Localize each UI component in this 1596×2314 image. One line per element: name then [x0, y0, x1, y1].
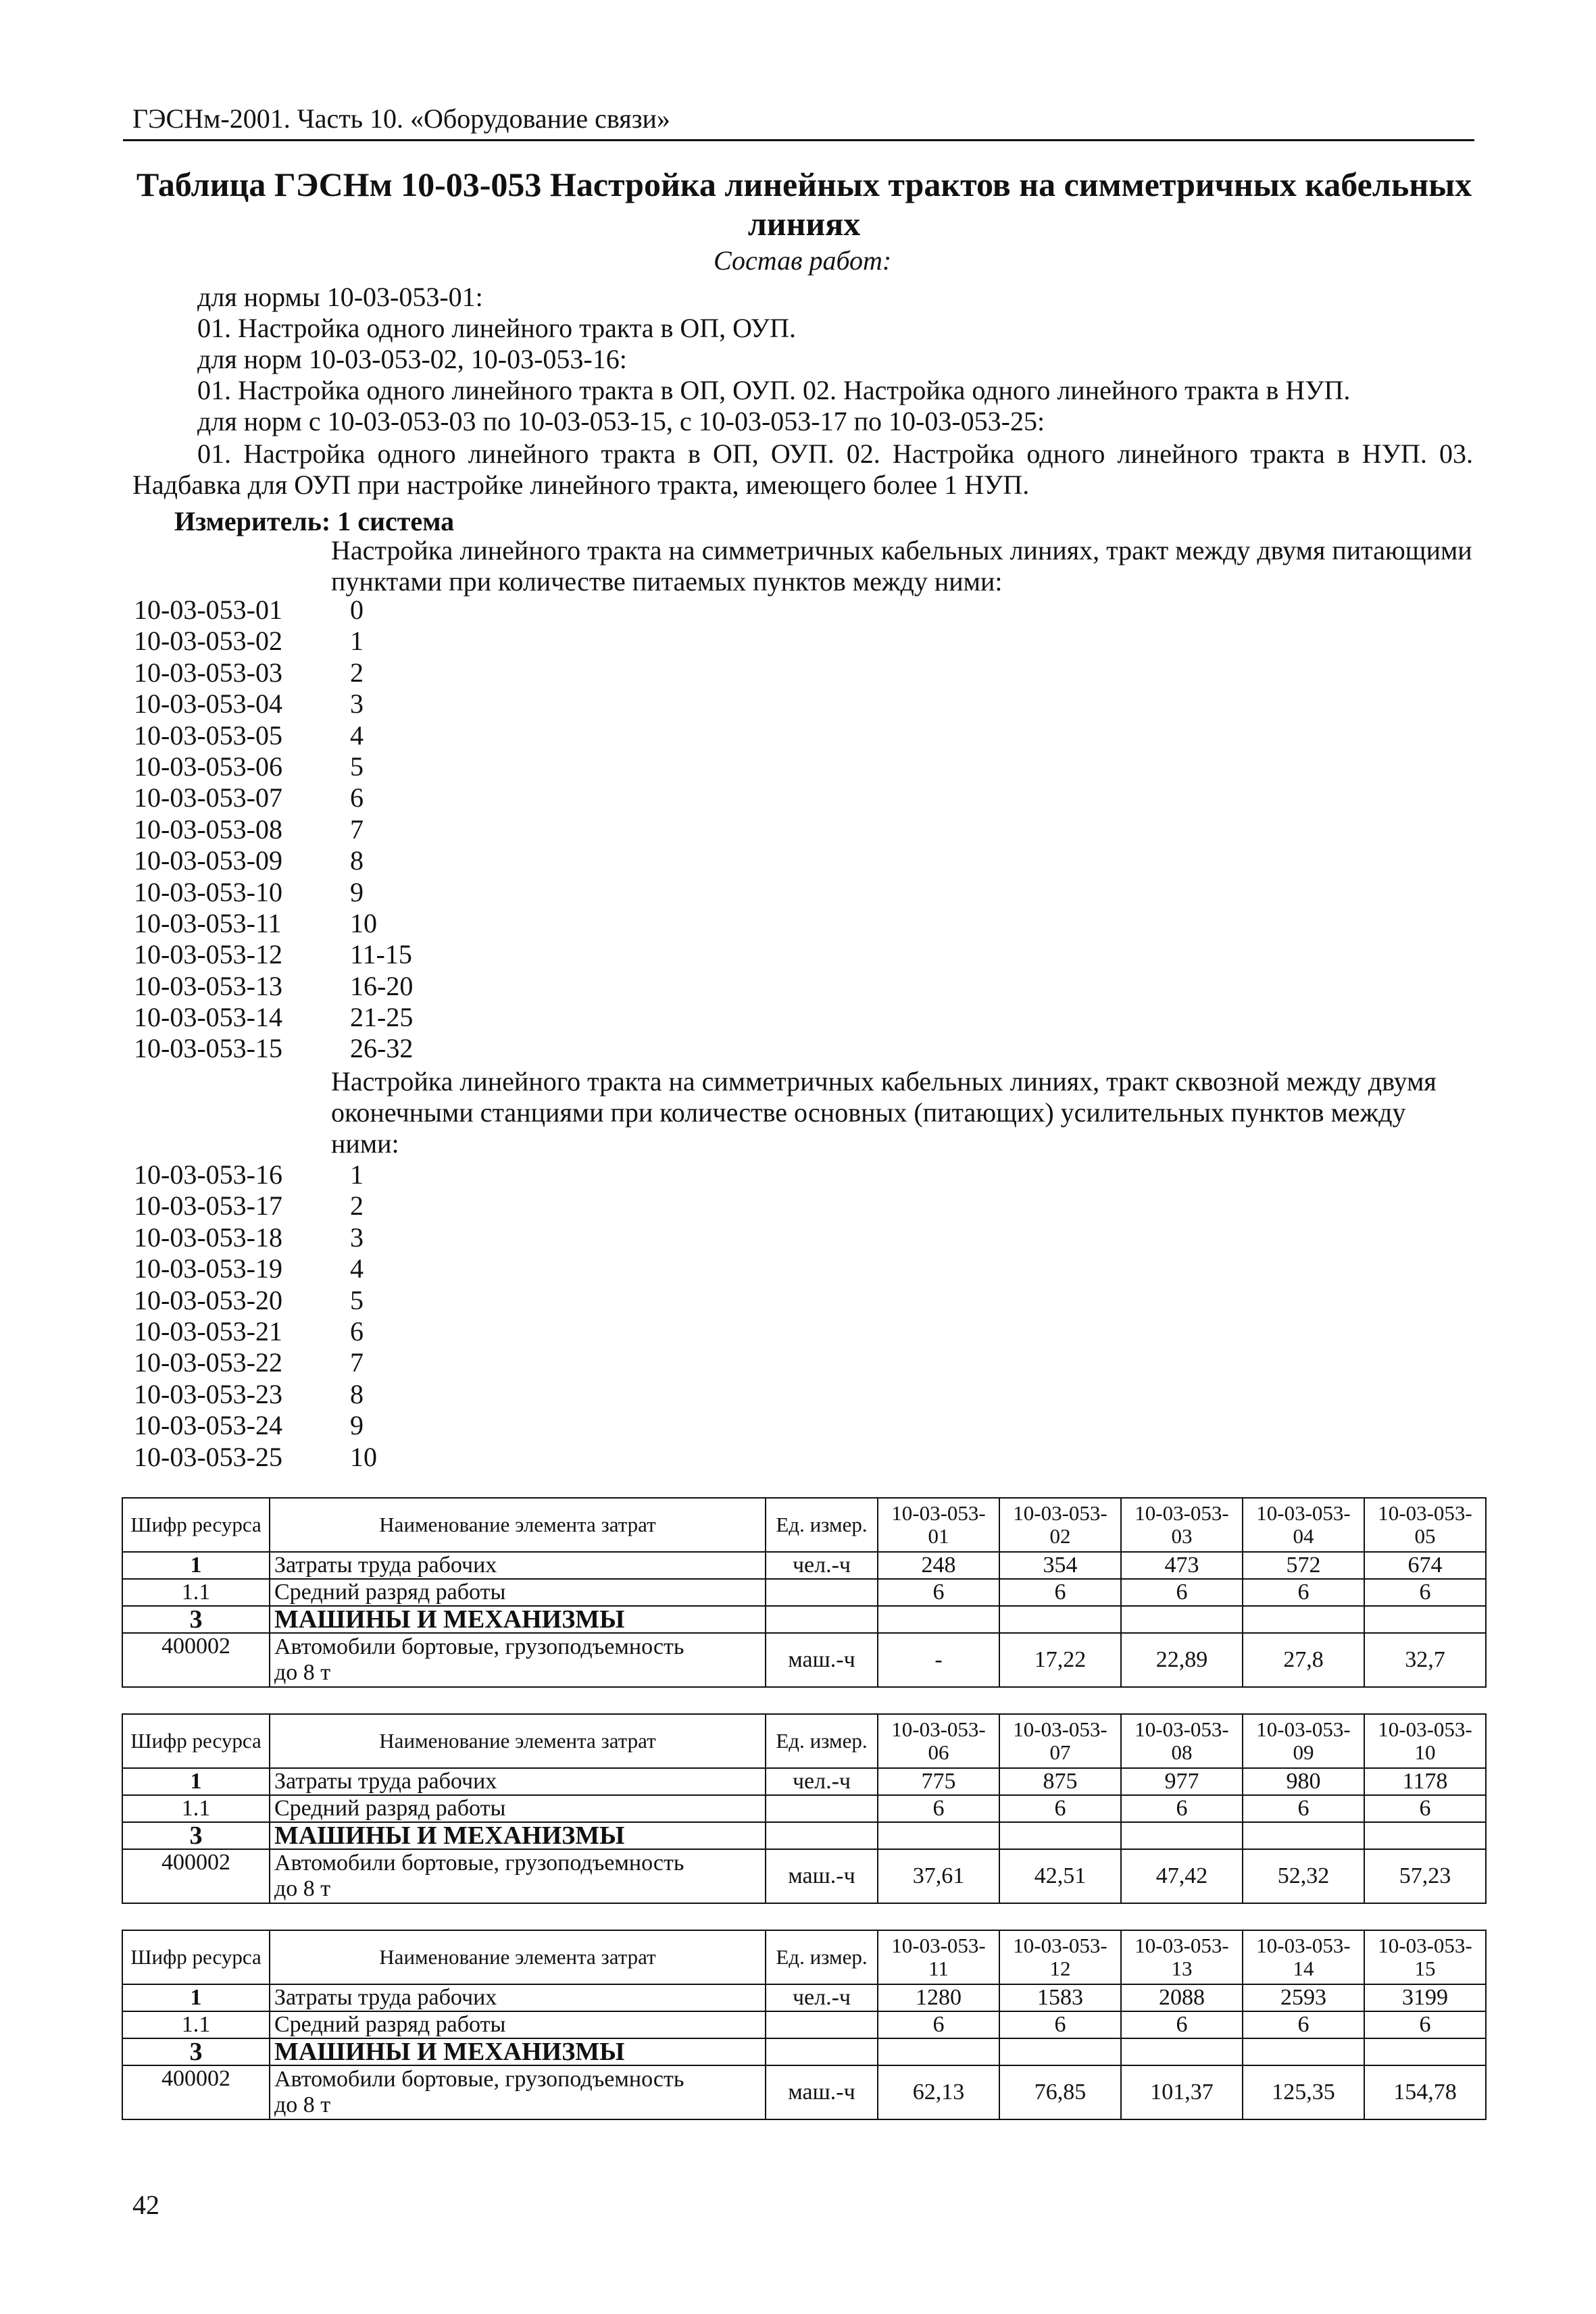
code-row — [134, 1190, 377, 1222]
empty-cell — [999, 1822, 1121, 1849]
col-header-norm: 10-03-053-13 — [1121, 1930, 1243, 1984]
norm-code: 10-03-053-16 — [134, 1159, 282, 1190]
resource-table-1 — [122, 1497, 1487, 1688]
norm-value: 4 — [350, 1253, 364, 1284]
resource-name-line: до 8 т — [274, 1876, 331, 1901]
col-header-unit: Ед. измер. — [766, 1930, 878, 1984]
empty-cell — [1243, 1606, 1364, 1633]
col-header-norm: 10-03-053-15 — [1364, 1930, 1486, 1984]
table-row-machines — [122, 1822, 1486, 1849]
col-header-name: Наименование элемента затрат — [270, 1714, 766, 1768]
norm-value: 2 — [350, 1190, 364, 1222]
grade-value: 6 — [1121, 1579, 1243, 1606]
empty-cell — [766, 1822, 878, 1849]
code-row — [134, 939, 413, 970]
norm-value: 8 — [350, 1378, 364, 1409]
empty-cell — [1364, 1822, 1486, 1849]
composition-line: для норм с 10-03-053-03 по 10-03-053-15, с 10-03-053-17 по 10-03-053-25: — [197, 406, 1045, 436]
norm-value: 21-25 — [350, 1002, 414, 1033]
grade-value: 6 — [1364, 2011, 1486, 2038]
norm-value: 1 — [350, 1159, 364, 1190]
truck-value: 32,7 — [1364, 1633, 1486, 1687]
norm-code: 10-03-053-25 — [134, 1441, 282, 1472]
labor-value: 248 — [878, 1552, 999, 1579]
empty-cell — [766, 1795, 878, 1822]
norm-code: 10-03-053-20 — [134, 1284, 282, 1315]
resource-name-line: Автомобили бортовые, грузоподъемность — [274, 2067, 684, 2092]
table-title: Таблица ГЭСНм 10-03-053 Настройка линейных трактов на симметричных кабельных линиях — [136, 166, 1472, 243]
labor-value: 354 — [999, 1552, 1121, 1579]
code-row — [134, 1316, 377, 1347]
norm-code: 10-03-053-02 — [134, 626, 282, 657]
code-row — [134, 1253, 377, 1284]
resource-code: 400002 — [122, 1633, 270, 1687]
resource-code: 1.1 — [122, 1795, 270, 1822]
resource-name: Затраты труда рабочих — [270, 1768, 766, 1795]
code-row — [134, 877, 413, 908]
truck-value: 76,85 — [999, 2065, 1121, 2119]
norm-value: 6 — [350, 1315, 364, 1347]
truck-value: 62,13 — [878, 2065, 999, 2119]
code-row — [134, 1410, 377, 1441]
code-row — [134, 720, 413, 751]
resource-name: Средний разряд работы — [270, 1579, 766, 1606]
truck-value: 47,42 — [1121, 1849, 1243, 1903]
norm-code: 10-03-053-21 — [134, 1315, 282, 1347]
resource-code: 1 — [122, 1984, 270, 2011]
code-row — [134, 814, 413, 845]
table-row-truck — [122, 1633, 1486, 1687]
table-row-truck — [122, 1849, 1486, 1903]
norm-code: 10-03-053-13 — [134, 970, 282, 1001]
col-header-unit: Ед. измер. — [766, 1498, 878, 1552]
norm-code: 10-03-053-24 — [134, 1410, 282, 1441]
composition-line: для нормы 10-03-053-01: — [197, 282, 483, 312]
resource-name-line: Автомобили бортовые, грузоподъемность — [274, 1851, 684, 1876]
truck-value: 27,8 — [1243, 1633, 1364, 1687]
composition-line: для норм 10-03-053-02, 10-03-053-16: — [197, 344, 627, 374]
col-header-norm: 10-03-053-07 — [999, 1714, 1121, 1768]
resource-unit: маш.-ч — [766, 2065, 878, 2119]
code-row — [134, 595, 413, 626]
truck-value: 57,23 — [1364, 1849, 1486, 1903]
resource-code: 3 — [122, 2038, 270, 2065]
norm-value: 7 — [350, 1347, 364, 1378]
norm-value: 10 — [350, 1441, 377, 1472]
page-number: 42 — [132, 2190, 159, 2220]
code-row — [134, 657, 413, 688]
empty-cell — [999, 2038, 1121, 2065]
code-row — [134, 908, 413, 939]
code-row — [134, 1159, 377, 1190]
grade-value: 6 — [999, 1579, 1121, 1606]
resource-code: 3 — [122, 1606, 270, 1633]
norm-value: 7 — [350, 813, 364, 845]
truck-value: 154,78 — [1364, 2065, 1486, 2119]
code-row — [134, 845, 413, 876]
table-row-grade — [122, 1579, 1486, 1606]
resource-code: 1.1 — [122, 2011, 270, 2038]
code-row — [134, 751, 413, 782]
table-row-grade — [122, 1795, 1486, 1822]
resource-unit: чел.-ч — [766, 1552, 878, 1579]
col-header-name: Наименование элемента затрат — [270, 1498, 766, 1552]
empty-cell — [1121, 1822, 1243, 1849]
resource-code: 400002 — [122, 2065, 270, 2119]
col-header-norm: 10-03-053-05 — [1364, 1498, 1486, 1552]
norm-value: 8 — [350, 845, 364, 876]
empty-cell — [766, 2011, 878, 2038]
group2-description: Настройка линейного тракта на симметричных кабельных линиях, тракт сквозной между двумя оконечными станциями при количестве основных (питающих) усилительных пунктов между ними: — [331, 1066, 1437, 1159]
resource-code: 1 — [122, 1552, 270, 1579]
table-header-row — [122, 1498, 1486, 1552]
header-rule — [123, 139, 1474, 141]
code-row — [134, 626, 413, 657]
resource-code: 1 — [122, 1768, 270, 1795]
col-header-code: Шифр ресурса — [122, 1714, 270, 1768]
resource-name-line: до 8 т — [274, 2092, 331, 2117]
resource-name: Средний разряд работы — [270, 1795, 766, 1822]
norm-value: 5 — [350, 1284, 364, 1315]
composition-line: 01. Настройка одного линейного тракта в ОП, ОУП. 02. Настройка одного линейного тракта в НУП. — [197, 375, 1351, 405]
norm-value: 2 — [350, 657, 364, 688]
labor-value: 674 — [1364, 1552, 1486, 1579]
resource-code: 3 — [122, 1822, 270, 1849]
col-header-norm: 10-03-053-04 — [1243, 1498, 1364, 1552]
norm-code: 10-03-053-14 — [134, 1002, 282, 1033]
col-header-unit: Ед. измер. — [766, 1714, 878, 1768]
grade-value: 6 — [878, 2011, 999, 2038]
norm-value: 9 — [350, 1410, 364, 1441]
norm-code: 10-03-053-23 — [134, 1378, 282, 1409]
col-header-norm: 10-03-053-14 — [1243, 1930, 1364, 1984]
labor-value: 2088 — [1121, 1984, 1243, 2011]
col-header-code: Шифр ресурса — [122, 1498, 270, 1552]
section-title: МАШИНЫ И МЕХАНИЗМЫ — [270, 1822, 766, 1849]
norm-code: 10-03-053-22 — [134, 1347, 282, 1378]
table-row-truck — [122, 2065, 1486, 2119]
resource-name — [270, 1849, 766, 1903]
col-header-name: Наименование элемента затрат — [270, 1930, 766, 1984]
norm-code: 10-03-053-05 — [134, 720, 282, 751]
composition-line: 01. Настройка одного линейного тракта в ОП, ОУП. — [197, 313, 796, 343]
norm-code: 10-03-053-09 — [134, 845, 282, 876]
code-row — [134, 1442, 377, 1473]
norm-code: 10-03-053-07 — [134, 782, 282, 813]
truck-value: 52,32 — [1243, 1849, 1364, 1903]
code-row — [134, 1379, 377, 1410]
norm-value: 9 — [350, 876, 364, 907]
truck-value: 37,61 — [878, 1849, 999, 1903]
empty-cell — [999, 1606, 1121, 1633]
col-header-norm: 10-03-053-12 — [999, 1930, 1121, 1984]
norm-value: 3 — [350, 688, 364, 720]
truck-value: 42,51 — [999, 1849, 1121, 1903]
table-row-machines — [122, 1606, 1486, 1633]
col-header-norm: 10-03-053-11 — [878, 1930, 999, 1984]
code-row — [134, 1285, 377, 1316]
meter-label: Измеритель: 1 система — [174, 506, 455, 536]
group1-code-list — [134, 595, 413, 1065]
labor-value: 3199 — [1364, 1984, 1486, 2011]
composition-heading: Состав работ: — [714, 245, 892, 276]
grade-value: 6 — [878, 1579, 999, 1606]
col-header-norm: 10-03-053-10 — [1364, 1714, 1486, 1768]
norm-value: 3 — [350, 1222, 364, 1253]
col-header-norm: 10-03-053-03 — [1121, 1498, 1243, 1552]
code-row — [134, 1033, 413, 1064]
group1-description: Настройка линейного тракта на симметричных кабельных линиях, тракт между двумя питающими пунктами при количестве питаемых пунктов между ними: — [331, 535, 1472, 597]
table-header-row — [122, 1930, 1486, 1984]
table-row-labor — [122, 1984, 1486, 2011]
empty-cell — [878, 1822, 999, 1849]
table-row-labor — [122, 1552, 1486, 1579]
norm-code: 10-03-053-17 — [134, 1190, 282, 1222]
empty-cell — [766, 1579, 878, 1606]
code-row — [134, 1002, 413, 1033]
norm-code: 10-03-053-10 — [134, 876, 282, 907]
norm-code: 10-03-053-06 — [134, 751, 282, 782]
norm-code: 10-03-053-19 — [134, 1253, 282, 1284]
col-header-norm: 10-03-053-06 — [878, 1714, 999, 1768]
resource-table-3 — [122, 1930, 1487, 2120]
section-title: МАШИНЫ И МЕХАНИЗМЫ — [270, 2038, 766, 2065]
col-header-norm: 10-03-053-01 — [878, 1498, 999, 1552]
empty-cell — [766, 2038, 878, 2065]
norm-code: 10-03-053-03 — [134, 657, 282, 688]
norm-code: 10-03-053-04 — [134, 688, 282, 720]
resource-code: 1.1 — [122, 1579, 270, 1606]
resource-name — [270, 2065, 766, 2119]
empty-cell — [878, 1606, 999, 1633]
labor-value: 980 — [1243, 1768, 1364, 1795]
empty-cell — [766, 1606, 878, 1633]
resource-unit: маш.-ч — [766, 1633, 878, 1687]
resource-name-line: Автомобили бортовые, грузоподъемность — [274, 1634, 684, 1659]
section-title: МАШИНЫ И МЕХАНИЗМЫ — [270, 1606, 766, 1633]
norm-code: 10-03-053-18 — [134, 1222, 282, 1253]
labor-value: 473 — [1121, 1552, 1243, 1579]
labor-value: 875 — [999, 1768, 1121, 1795]
truck-value: 22,89 — [1121, 1633, 1243, 1687]
code-row — [134, 782, 413, 813]
grade-value: 6 — [999, 2011, 1121, 2038]
resource-table-2 — [122, 1713, 1487, 1904]
empty-cell — [878, 2038, 999, 2065]
table-row-machines — [122, 2038, 1486, 2065]
composition-line: 01. Настройка одного линейного тракта в ОП, ОУП. 02. Настройка одного линейного тракта в НУП. 03. — [197, 438, 1473, 469]
code-row — [134, 1347, 377, 1378]
col-header-code: Шифр ресурса — [122, 1930, 270, 1984]
resource-name: Затраты труда рабочих — [270, 1552, 766, 1579]
table-header-row — [122, 1714, 1486, 1768]
code-row — [134, 1222, 377, 1253]
labor-value: 572 — [1243, 1552, 1364, 1579]
grade-value: 6 — [1243, 1579, 1364, 1606]
norm-code: 10-03-053-11 — [134, 907, 282, 938]
norm-code: 10-03-053-08 — [134, 813, 282, 845]
truck-value: 17,22 — [999, 1633, 1121, 1687]
empty-cell — [1121, 2038, 1243, 2065]
resource-unit: маш.-ч — [766, 1849, 878, 1903]
resource-name: Затраты труда рабочих — [270, 1984, 766, 2011]
group2-code-list — [134, 1159, 377, 1473]
grade-value: 6 — [1364, 1579, 1486, 1606]
resource-name-line: до 8 т — [274, 1660, 331, 1685]
norm-value: 6 — [350, 782, 364, 813]
resource-code: 400002 — [122, 1849, 270, 1903]
norm-value: 11-15 — [350, 939, 412, 970]
labor-value: 775 — [878, 1768, 999, 1795]
grade-value: 6 — [1243, 2011, 1364, 2038]
truck-value: - — [878, 1633, 999, 1687]
norm-value: 1 — [350, 626, 364, 657]
labor-value: 1280 — [878, 1984, 999, 2011]
truck-value: 125,35 — [1243, 2065, 1364, 2119]
empty-cell — [1364, 2038, 1486, 2065]
col-header-norm: 10-03-053-09 — [1243, 1714, 1364, 1768]
code-row — [134, 688, 413, 720]
norm-code: 10-03-053-01 — [134, 595, 282, 625]
norm-value: 4 — [350, 720, 364, 751]
table-row-grade — [122, 2011, 1486, 2038]
running-head: ГЭСНм-2001. Часть 10. «Оборудование связи» — [132, 103, 670, 134]
grade-value: 6 — [1243, 1795, 1364, 1822]
empty-cell — [1364, 1606, 1486, 1633]
grade-value: 6 — [1121, 1795, 1243, 1822]
resource-name: Средний разряд работы — [270, 2011, 766, 2038]
labor-value: 977 — [1121, 1768, 1243, 1795]
table-row-labor — [122, 1768, 1486, 1795]
code-row — [134, 971, 413, 1002]
col-header-norm: 10-03-053-08 — [1121, 1714, 1243, 1768]
norm-value: 16-20 — [350, 970, 414, 1001]
norm-value: 5 — [350, 751, 364, 782]
empty-cell — [1121, 1606, 1243, 1633]
labor-value: 1178 — [1364, 1768, 1486, 1795]
resource-name — [270, 1633, 766, 1687]
empty-cell — [1243, 2038, 1364, 2065]
grade-value: 6 — [878, 1795, 999, 1822]
truck-value: 101,37 — [1121, 2065, 1243, 2119]
norm-value: 10 — [350, 907, 377, 938]
col-header-norm: 10-03-053-02 — [999, 1498, 1121, 1552]
norm-value: 0 — [350, 595, 364, 625]
resource-unit: чел.-ч — [766, 1768, 878, 1795]
resource-unit: чел.-ч — [766, 1984, 878, 2011]
grade-value: 6 — [1121, 2011, 1243, 2038]
norm-code: 10-03-053-15 — [134, 1033, 282, 1064]
norm-value: 26-32 — [350, 1033, 414, 1064]
norm-code: 10-03-053-12 — [134, 939, 282, 970]
labor-value: 2593 — [1243, 1984, 1364, 2011]
grade-value: 6 — [999, 1795, 1121, 1822]
grade-value: 6 — [1364, 1795, 1486, 1822]
labor-value: 1583 — [999, 1984, 1121, 2011]
composition-line: Надбавка для ОУП при настройке линейного тракта, имеющего более 1 НУП. — [132, 470, 1030, 500]
empty-cell — [1243, 1822, 1364, 1849]
